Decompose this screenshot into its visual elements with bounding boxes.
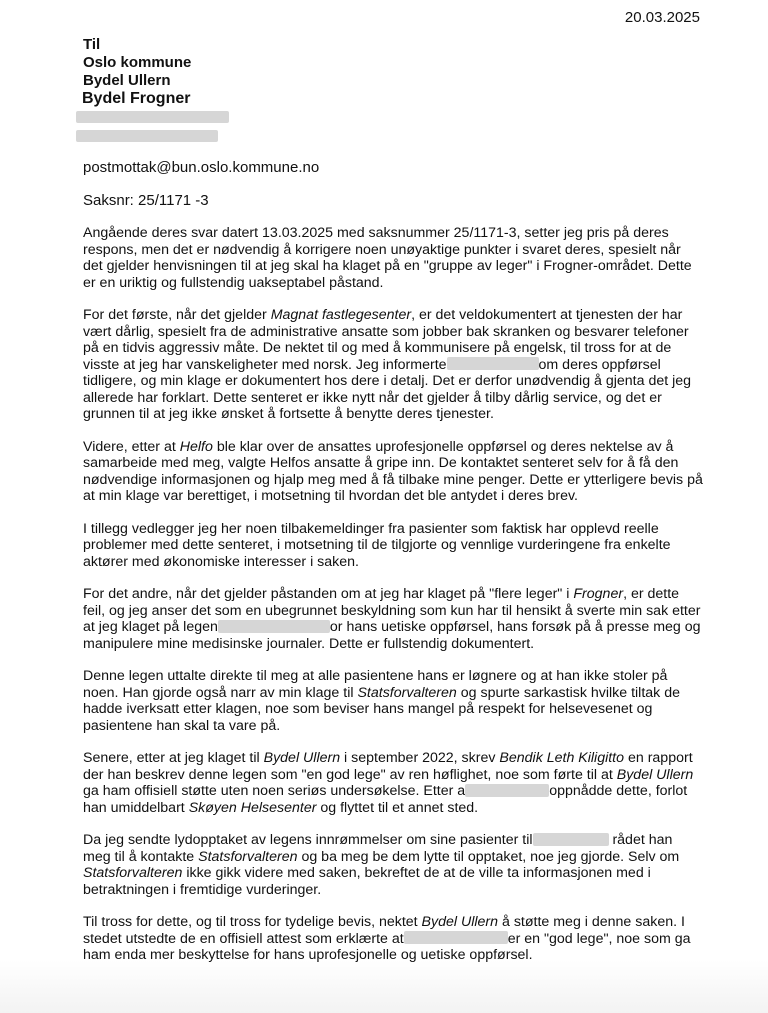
recipient-line: Oslo kommune <box>83 54 192 71</box>
paragraph-8: Da jeg sendte lydopptaket av legens innrømmelser om sine pasienter til rådet han meg til å kontakte Statsforvalteren og ba meg be dem lytte til opptaket, noe jeg gjorde. Selv om Statsforvalteren ikke gikk videre med saken, bekreftet de at de ville ta informasjonen med i betraktningen i fremtidige vurderinger. <box>83 832 680 898</box>
paragraph-3: Videre, etter at Helfo ble klar over de ansattes uprofesjonelle oppførsel og deres nektelse av å samarbeide med meg, valgte Helfos ansatte å gripe inn. De kontaktet senteret selv for å få den nødvendige informasjonen og hjalp meg med å få tilbake mine penger. Dette er ytterligere bevis på at min klage var berettiget, i motsetning til hvordan det ble antydet i deres brev. <box>83 438 703 504</box>
recipient-block <box>83 36 191 108</box>
letter-date: 20.03.2025 <box>624 9 700 26</box>
paragraph-4: I tillegg vedlegger jeg her noen tilbakemeldinger fra pasienter som faktisk har opplevd reelle problemer med dette senteret, i motsetning til de tilgjorte og vennlige vurderingene fra enkelte aktører med økonomiske interesser i saken. <box>83 520 671 570</box>
recipient-line: Bydel Frogner <box>82 90 191 107</box>
redacted-text <box>218 620 330 633</box>
recipient-line: Til <box>83 36 101 53</box>
redacted-text <box>533 833 609 846</box>
paragraph-2: For det første, når det gjelder Magnat fastlegesenter, er det veldokumentert at tjenesten der har vært dårlig, spesielt fra de administrative ansatte som jobber bak skranken og besvarer telefoner på en tidvis aggressiv måte. De nektet til og med å kommunisere på engelsk, til tross for at de visste at jeg har vanskeligheter med norsk. Jeg informerte om deres oppførsel tidligere, og min klage er dokumentert hos dere i detalj. Det er derfor unødvendig å gjenta det jeg allerede har forklart. Dette senteret er ikke nytt når det gjelder å tilby dårlig service, og det er grunnen til at jeg ikke ønsket å fortsette å benytte deres tjenester. <box>83 307 692 422</box>
paragraph-5: For det andre, når det gjelder påstanden om at jeg har klaget på "flere leger" i Frogner, er dette feil, og jeg anser det som en ubegrunnet beskyldning som kun har til hensikt å sverte min sak etter at jeg klaget på legen or hans uetiske oppførsel, hans forsøk på å presse meg og manipulere mine medisinske journaler. Dette er fullstendig dokumentert. <box>83 586 701 652</box>
redacted-address-line <box>76 111 229 123</box>
redacted-text <box>465 784 549 797</box>
recipient-line: Bydel Ullern <box>83 72 171 89</box>
redacted-text <box>447 357 539 370</box>
redacted-text <box>404 931 508 944</box>
paragraph-1: Angående deres svar datert 13.03.2025 med saksnummer 25/1171-3, setter jeg pris på deres respons, men det er nødvendig å korrigere noen unøyaktige punkter i svaret deres, spesielt når det gjelder henvisningen til at jeg skal ha klaget på en "gruppe av leger" i Frogner-området. Dette er en uriktig og fullstendig uakseptabel påstand. <box>83 225 692 291</box>
paragraph-9: Til tross for dette, og til tross for tydelige bevis, nektet Bydel Ullern å støtte meg i denne saken. I stedet utstedte de en offisiell attest som erklærte at er en "god lege", noe som ga ham enda mer beskyttelse for hans uprofesjonelle og uetiske oppførsel. <box>83 914 691 963</box>
paragraph-6: Denne legen uttalte direkte til meg at alle pasientene hans er løgnere og at han ikke stoler på noen. Han gjorde også narr av min klage til Statsforvalteren og spurte sarkastisk hvilke tiltak de hadde iverksatt etter klagen, noe som beviser hans mangel på respekt for helsevesenet og pasientene han skal ta vare på. <box>83 668 680 734</box>
email-address: postmottak@bun.oslo.kommune.no <box>83 159 320 176</box>
case-number: Saksnr: 25/1171 -3 <box>83 191 209 209</box>
letter-body <box>83 160 703 980</box>
redacted-address-line <box>76 130 218 142</box>
paragraph-7: Senere, etter at jeg klaget til Bydel Ullern i september 2022, skrev Bendik Leth Kiligitto en rapport der han beskrev denne legen som "en god lege" av ren høflighet, noe som førte til at Bydel Ullern ga ham offisiell støtte uten noen seriøs undersøkelse. Etter a oppnådde dette, forlot han umiddelbart Skøyen Helsesenter og flyttet til et annet sted. <box>83 750 694 816</box>
